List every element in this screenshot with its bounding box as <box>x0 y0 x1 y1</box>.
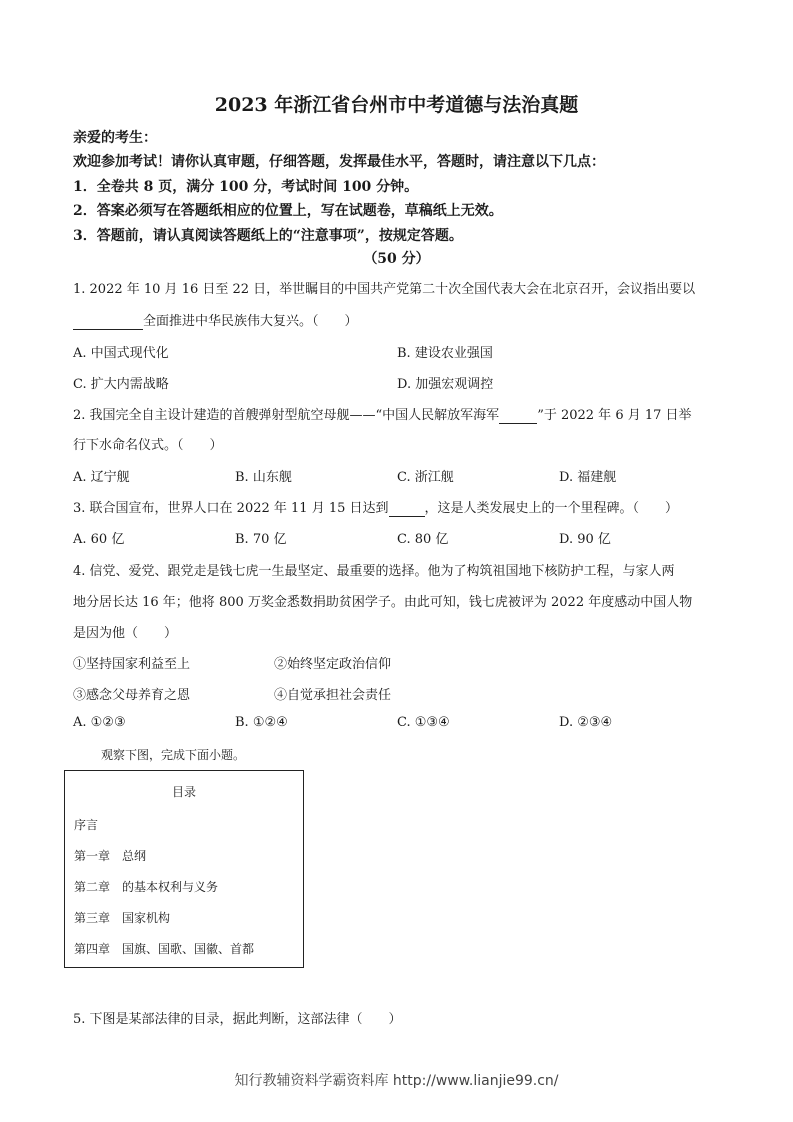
page-title: 2023 年浙江省台州市中考道德与法治真题 <box>214 94 579 116</box>
section-score: （50 分） <box>363 251 430 267</box>
question-4-statement-1: ①坚持国家利益至上 <box>73 657 191 672</box>
question-4-option-d: D. ②③④ <box>559 715 613 730</box>
question-3-stem: 3. 联合国宣布，世界人口在 2022 年 11 月 15 日达到 ，这是人类发展史上的一个里程碑。（ ） <box>73 501 679 516</box>
answer-blank <box>73 314 143 330</box>
question-2-option-b: B. 山东舰 <box>235 470 292 485</box>
question-2-stem: 2. 我国完全自主设计建造的首艘弹射型航空母舰——“中国人民解放军海军 ”于 2022 年 6 月 17 日举 <box>73 408 692 423</box>
toc-heading: 目录 <box>171 785 196 799</box>
toc-entry: 第二章 的基本权利与义务 <box>74 880 219 894</box>
question-1-stem-cont: 全面推进中华民族伟大复兴。（ ） <box>73 310 358 330</box>
question-1-option-a: A. 中国式现代化 <box>73 346 169 361</box>
question-4-stem-cont: 是因为他（ ） <box>73 626 178 641</box>
instruction-item: 2．答案必须写在答题纸相应的位置上，写在试题卷，草稿纸上无效。 <box>73 203 503 219</box>
question-1-option-d: D. 加强宏观调控 <box>397 377 494 392</box>
question-4-statement-2: ②始终坚定政治信仰 <box>274 657 392 672</box>
greeting: 亲爱的考生： <box>73 130 157 146</box>
answer-blank <box>389 501 425 517</box>
instruction-item: 3．答题前，请认真阅读答题纸上的“注意事项”，按规定答题。 <box>73 228 463 244</box>
question-1-option-b: B. 建设农业强国 <box>397 346 493 361</box>
question-2-option-d: D. 福建舰 <box>559 470 617 485</box>
question-4-stem: 4. 信党、爱党、跟党走是钱七虎一生最坚定、最重要的选择。他为了构筑祖国地下核防护工程，与家人两 <box>73 564 675 579</box>
question-3-option-d: D. 90 亿 <box>559 532 611 547</box>
question-2-option-a: A. 辽宁舰 <box>73 470 130 485</box>
question-4-option-a: A. ①②③ <box>73 715 126 730</box>
toc-box <box>64 770 304 968</box>
question-4-statement-3: ③感念父母养育之恩 <box>73 688 191 703</box>
question-4-stem-cont: 地分居长达 16 年；他将 800 万奖金悉数捐助贫困学子。由此可知，钱七虎被评为 2022 年度感动中国人物 <box>73 595 693 610</box>
question-4-option-c: C. ①③④ <box>397 715 450 730</box>
instruction-item: 1．全卷共 8 页，满分 100 分，考试时间 100 分钟。 <box>73 179 419 195</box>
toc-entry: 序言 <box>74 818 99 832</box>
question-1-option-c: C. 扩大内需战略 <box>73 377 169 392</box>
question-3-option-b: B. 70 亿 <box>235 532 287 547</box>
observe-prompt: 观察下图，完成下面小题。 <box>101 748 246 762</box>
toc-entry: 第四章 国旗、国歌、国徽、首都 <box>74 942 255 956</box>
question-3-option-c: C. 80 亿 <box>397 532 449 547</box>
question-3-option-a: A. 60 亿 <box>73 532 125 547</box>
toc-entry: 第一章 总纲 <box>74 849 147 863</box>
answer-blank <box>499 408 537 424</box>
toc-entry: 第三章 国家机构 <box>74 911 171 925</box>
question-1-stem: 1. 2022 年 10 月 16 日至 22 日，举世瞩目的中国共产党第二十次全国代表大会在北京召开，会议指出要以 <box>73 282 696 297</box>
footer-watermark: 知行教辅资料学霸资料库 http://www.lianjie99.cn/ <box>234 1073 559 1089</box>
question-2-stem-cont: 行下水命名仪式。（ ） <box>73 438 223 453</box>
welcome-text: 欢迎参加考试！请你认真审题，仔细答题，发挥最佳水平，答题时，请注意以下几点： <box>73 154 605 170</box>
question-2-option-c: C. 浙江舰 <box>397 470 454 485</box>
question-4-statement-4: ④自觉承担社会责任 <box>274 688 392 703</box>
question-5-stem: 5. 下图是某部法律的目录，据此判断，这部法律（ ） <box>73 1012 402 1027</box>
question-4-option-b: B. ①②④ <box>235 715 288 730</box>
